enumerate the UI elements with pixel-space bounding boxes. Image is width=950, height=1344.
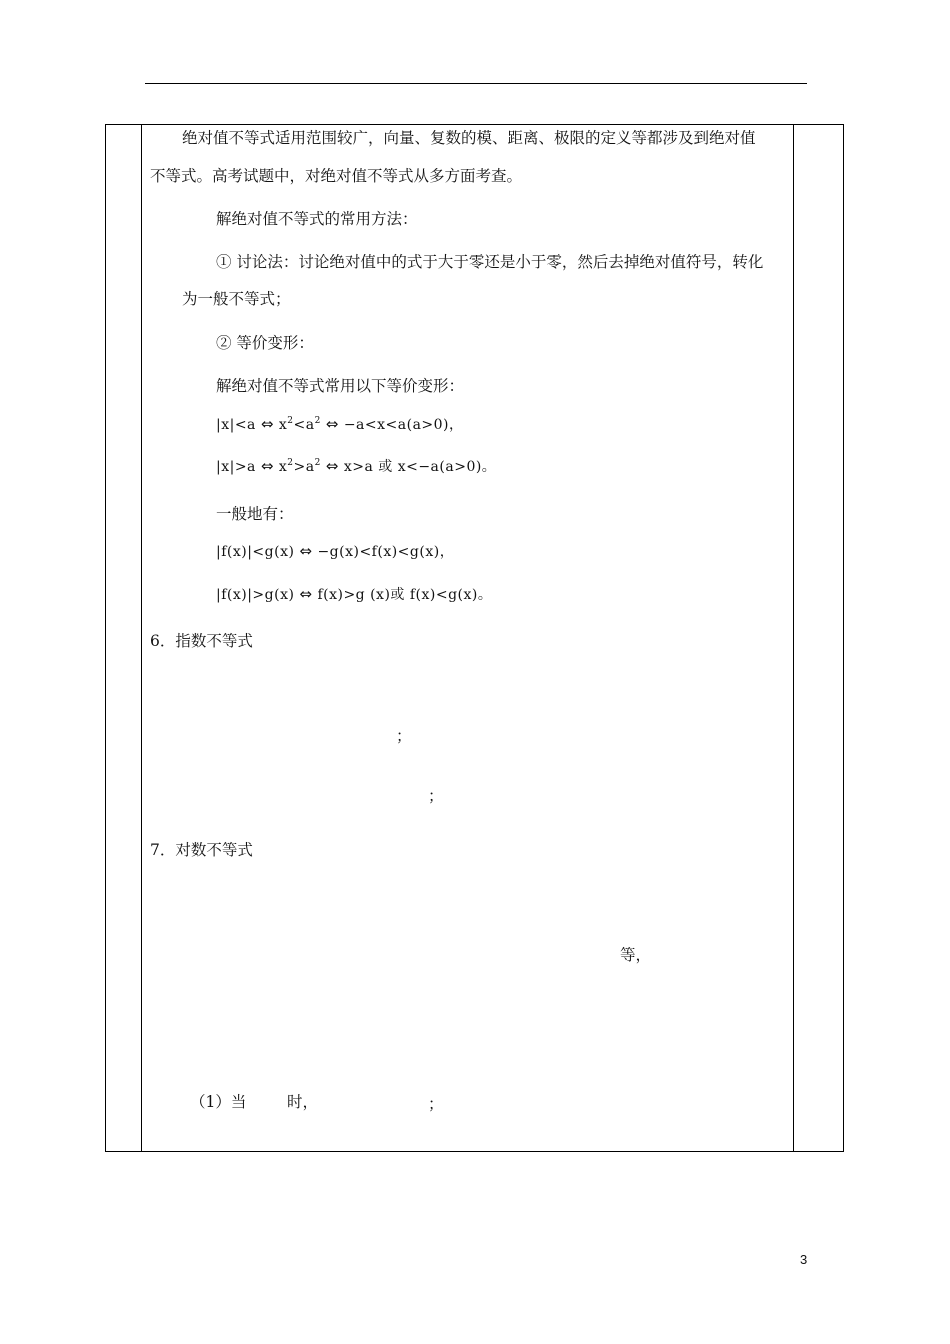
iff-symbol: ⇔ [325,457,339,475]
methods-title: 解绝对值不等式的常用方法： [216,210,418,228]
table-left-divider [141,124,142,1152]
formula-1: |x|<a ⇔ $x^2<a^2$ ⇔ −a<x<a(a>0)， [216,415,464,433]
section-6-semicolon-2: ； [428,787,444,805]
equiv-intro: 解绝对值不等式常用以下等价变形： [216,377,465,395]
table-right-divider [793,124,794,1152]
method-1-line-1: ① 讨论法：讨论绝对值中的式于大于零还是小于零，然后去掉绝对值符号，转化 [216,253,764,271]
section-7-title: 7．对数不等式 [150,841,253,859]
iff-symbol: ⇔ [299,585,313,603]
iff-symbol: ⇔ [325,415,339,433]
formula-4: |f(x)|>g(x) ⇔ f(x)>g (x)或 f(x)<g(x)。 [216,585,493,603]
iff-symbol: ⇔ [299,542,313,560]
method-1-line-2: 为一般不等式； [182,290,291,308]
formula-3: |f(x)|<g(x) ⇔ −g(x)<f(x)<g(x)， [216,542,455,560]
section-6-title: 6．指数不等式 [150,632,253,650]
header-rule [145,83,807,84]
method-2-title: ② 等价变形： [216,334,314,352]
case-1-shi: 时， [287,1093,319,1111]
intro-line-2: 不等式。高考试题中，对绝对值不等式从多方面考查。 [150,167,523,185]
iff-symbol: ⇔ [260,457,274,475]
formula-2: |x|>a ⇔ $x^2>a^2$ ⇔ x>a 或 x<−a(a>0)。 [216,457,497,475]
general-label: 一般地有： [216,505,294,523]
page-number: 3 [800,1252,808,1267]
case-1-semicolon: ； [428,1095,444,1113]
section-7-deng: 等， [620,946,652,964]
section-6-semicolon-1: ； [396,727,412,745]
intro-line-1: 绝对值不等式适用范围较广，向量、复数的模、距离、极限的定义等都涉及到绝对值 [182,129,756,147]
case-1-label: （1）当 [190,1093,247,1111]
iff-symbol: ⇔ [260,415,274,433]
